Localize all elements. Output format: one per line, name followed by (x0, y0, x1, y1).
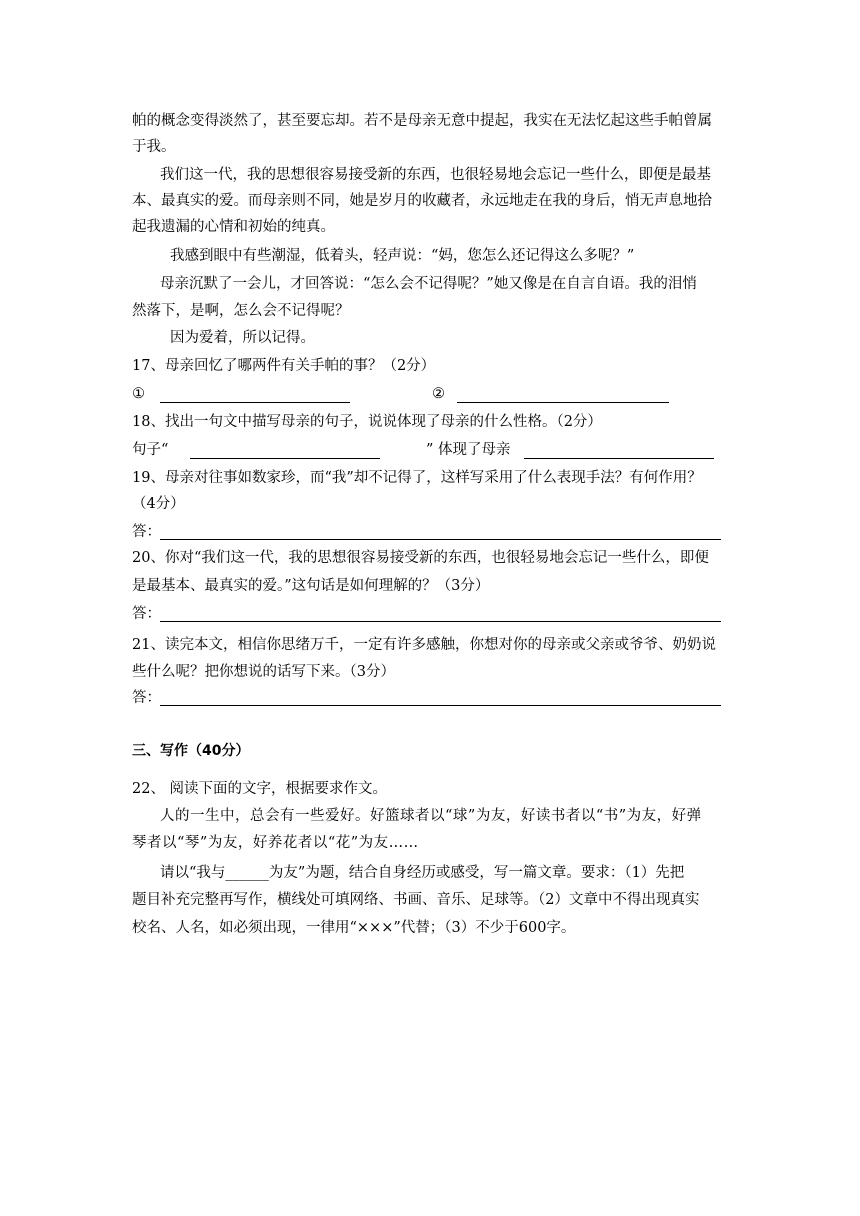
answer-blank-2[interactable] (457, 402, 669, 403)
passage-line: 本、最真实的爱。而母亲则不同，她是岁月的收藏者，永远地走在我的身后，悄无声息地拾 (132, 193, 712, 209)
answer-label: 答： (132, 524, 161, 540)
answer-mark-1: ① (132, 386, 145, 402)
passage-line: 然落下，是啊，怎么会不记得呢？ (132, 303, 350, 319)
answer-label: 答： (132, 690, 161, 706)
question-text: 19、母亲对往事如数家珍，而“我”却不记得了，这样写采用了什么表现手法？有何作用？ (132, 470, 702, 486)
passage-line: 我们这一代，我的思想很容易接受新的东西，也很轻易地会忘记一些什么，即便是最基 (160, 167, 711, 183)
answer-blank[interactable] (160, 705, 721, 706)
answer-blank-1[interactable] (160, 402, 350, 403)
question-text: （4分） (132, 496, 185, 512)
sentence-blank[interactable] (190, 458, 380, 459)
requirement-line: 题目补充完整再写作，横线处可填网络、书画、音乐、足球等。（2）文章中不得出现真实 (132, 892, 700, 908)
trait-label: ” 体现了母亲 (426, 442, 511, 458)
prompt-line: 琴者以“琴”为友，好养花者以“花”为友…… (132, 835, 419, 851)
answer-blank[interactable] (160, 621, 721, 622)
answer-blank[interactable] (160, 539, 721, 540)
question-text: 17、母亲回忆了哪两件有关手帕的事？（2分） (132, 358, 436, 374)
answer-label: 答： (132, 606, 161, 622)
trait-blank[interactable] (524, 458, 714, 459)
prompt-line: 人的一生中，总会有一些爱好。好篮球者以“球”为友，好读书者以“书”为友，好弹 (160, 808, 702, 824)
passage-line: 帕的概念变得淡然了，甚至要忘却。若不是母亲无意中提起，我实在无法忆起这些手帕曾属 (132, 113, 712, 129)
section-heading: 三、写作（40分） (132, 743, 250, 759)
passage-line: 我感到眼中有些潮湿，低着头，轻声说：“妈，您怎么还记得这么多呢？” (170, 248, 635, 264)
requirement-line: 请以“我与______为友”为题，结合自身经历或感受，写一篇文章。要求：（1）先把 (160, 865, 685, 881)
question-text: 18、找出一句文中描写母亲的句子，说说体现了母亲的什么性格。（2分） (132, 414, 602, 430)
sentence-label: 句子“ (132, 442, 169, 458)
question-text: 20、你对“我们这一代，我的思想很容易接受新的东西，也很轻易地会忘记一些什么，即便 (132, 550, 709, 566)
passage-line: 于我。 (132, 139, 176, 155)
passage-line: 因为爱着，所以记得。 (170, 330, 315, 346)
answer-mark-2: ② (432, 386, 445, 402)
passage-line: 母亲沉默了一会儿，才回答说：“怎么会不记得呢？”她又像是在自言自语。我的泪悄 (160, 276, 697, 292)
question-text: 是最基本、最真实的爱。”这句话是如何理解的？（3分） (132, 578, 490, 594)
question-text: 些什么呢？把你想说的话写下来。（3分） (132, 664, 395, 680)
passage-line: 起我遗漏的心情和初始的纯真。 (132, 219, 335, 235)
question-text: 22、 阅读下面的文字，根据要求作文。 (132, 781, 388, 797)
question-text: 21、读完本文，相信你思绪万千，一定有许多感触，你想对你的母亲或父亲或爷爷、奶奶说 (132, 637, 716, 653)
requirement-line: 校名、人名，如必须出现，一律用“×××”代替；（3）不少于600字。 (132, 920, 576, 936)
